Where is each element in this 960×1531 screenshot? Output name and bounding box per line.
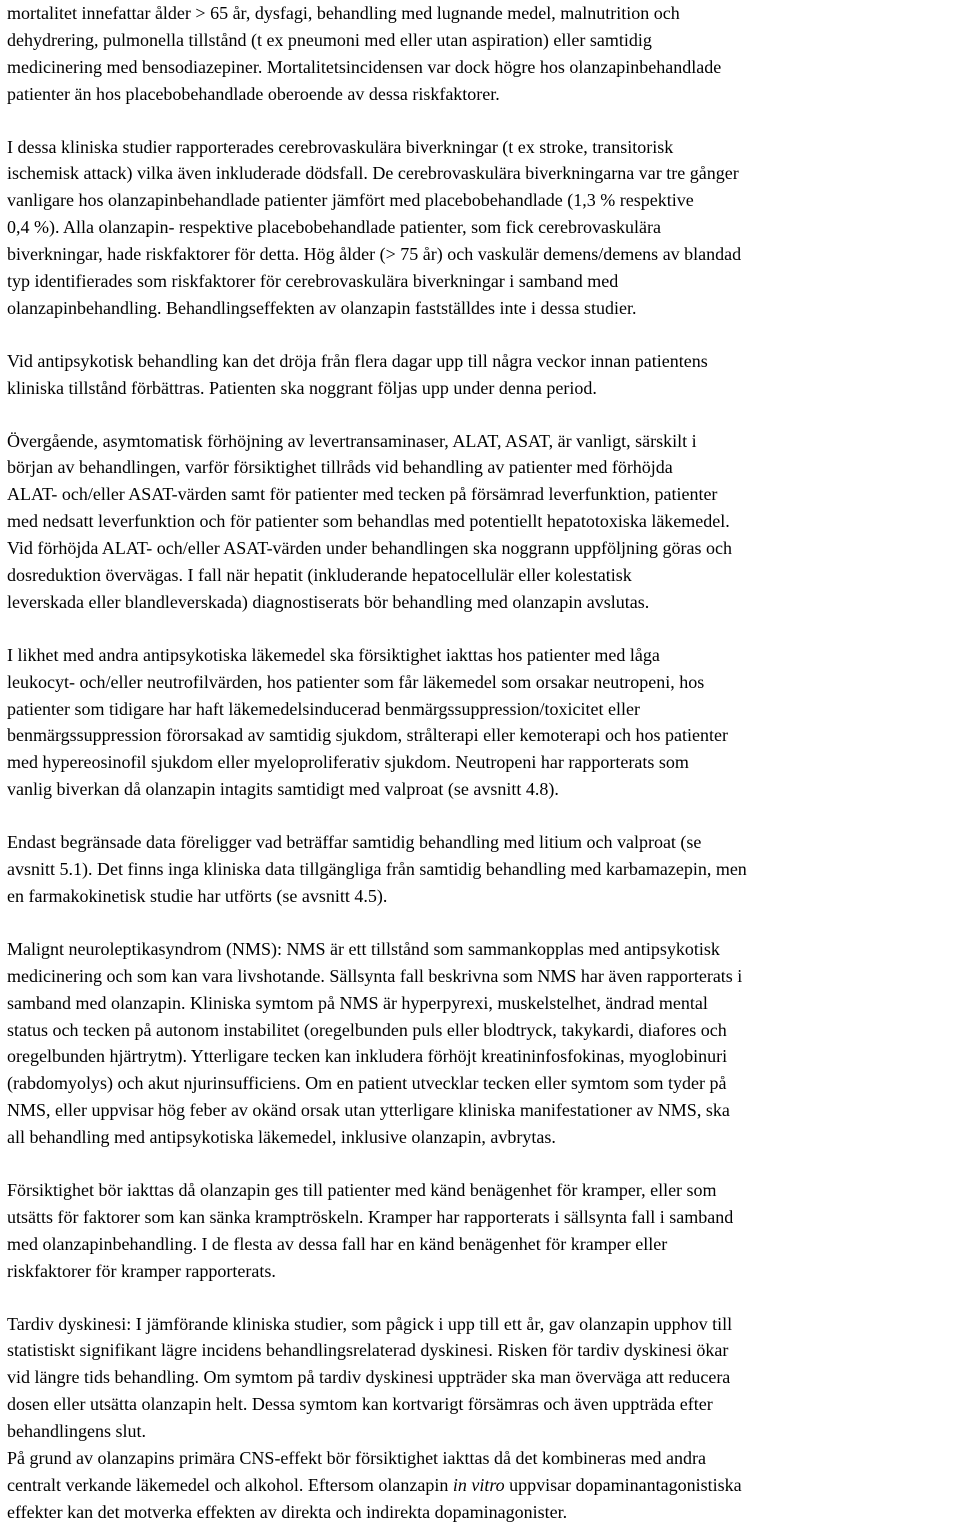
italic-text: in vitro bbox=[452, 1474, 505, 1495]
paragraph bbox=[7, 642, 954, 803]
text-line: medicinering och som kan vara livshotande. Sällsynta fall beskrivna som NMS har även rapporterats i bbox=[7, 965, 743, 986]
text-line: Tardiv dyskinesi: I jämförande kliniska studier, som pågick i upp till ett år, gav olanzapin upphov till bbox=[7, 1313, 733, 1334]
paragraph bbox=[7, 1311, 954, 1445]
text-line: utsätts för faktorer som kan sänka kramptröskeln. Kramper har rapporterats i sällsynta fall i samband bbox=[7, 1206, 734, 1227]
paragraph bbox=[7, 0, 954, 108]
text-line: med nedsatt leverfunktion och för patienter som behandlas med potentiellt hepatotoxiska läkemedel. bbox=[7, 511, 730, 532]
text-line: patienter som tidigare har haft läkemedelsinducerad benmärgssuppression/toxicitet eller bbox=[7, 698, 640, 719]
text-run: centralt verkande läkemedel och alkohol. Eftersom olanzapin bbox=[7, 1474, 453, 1495]
text-line: dosen eller utsätta olanzapin helt. Dessa symtom kan kortvarigt försämras och även uppträda efter bbox=[7, 1394, 713, 1415]
text-line: medicinering med bensodiazepiner. Mortalitetsincidensen var dock högre hos olanzapinbehandlade bbox=[7, 56, 722, 77]
text-line: benmärgssuppression förorsakad av samtidig sjukdom, strålterapi eller kemoterapi och hos patienter bbox=[7, 725, 728, 746]
paragraph bbox=[7, 134, 954, 322]
text-line bbox=[7, 1472, 954, 1499]
text-line: vid längre tids behandling. Om symtom på tardiv dyskinesi uppträder ska man överväga att reducera bbox=[7, 1367, 731, 1388]
text-line: status och tecken på autonom instabilitet (oregelbunden puls eller blodtryck, takykardi, diafores och bbox=[7, 1019, 727, 1040]
text-line: olanzapinbehandling. Behandlingseffekten av olanzapin fastställdes inte i dessa studier. bbox=[7, 297, 637, 318]
text-line: en farmakokinetisk studie har utförts (se avsnitt 4.5). bbox=[7, 885, 388, 906]
text-line: all behandling med antipsykotiska läkemedel, inklusive olanzapin, avbrytas. bbox=[7, 1127, 556, 1148]
paragraph bbox=[7, 428, 954, 616]
paragraph bbox=[7, 936, 954, 1151]
text-line: biverkningar, hade riskfaktorer för detta. Hög ålder (> 75 år) och vaskulär demens/demens av blandad bbox=[7, 244, 742, 265]
text-line: Malignt neuroleptikasyndrom (NMS): NMS är ett tillstånd som sammankopplas med antipsykotisk bbox=[7, 938, 720, 959]
text-line: dosreduktion övervägas. I fall när hepatit (inkluderande hepatocellulär eller kolestatisk bbox=[7, 565, 632, 586]
text-line: med hypereosinofil sjukdom eller myeloproliferativ sjukdom. Neutropeni har rapporterats som bbox=[7, 752, 689, 773]
text-line: riskfaktorer för kramper rapporterats. bbox=[7, 1260, 276, 1281]
text-line: behandlingens slut. bbox=[7, 1421, 146, 1442]
text-line: På grund av olanzapins primära CNS-effekt bör försiktighet iakttas då det kombineras med andra bbox=[7, 1447, 706, 1468]
text-line: Vid förhöjda ALAT- och/eller ASAT-värden under behandlingen ska noggrann uppföljning göras och bbox=[7, 538, 732, 559]
text-line: ALAT- och/eller ASAT-värden samt för patienter med tecken på försämrad leverfunktion, patienter bbox=[7, 484, 718, 505]
text-line: vanligare hos olanzapinbehandlade patienter jämfört med placebobehandlade (1,3 % respektive bbox=[7, 190, 694, 211]
text-line: patienter än hos placebobehandlade oberoende av dessa riskfaktorer. bbox=[7, 83, 500, 104]
text-line: ischemisk attack) vilka även inkluderade dödsfall. De cerebrovaskulära biverkningarna var tre gånger bbox=[7, 163, 739, 184]
text-line: Endast begränsade data föreligger vad beträffar samtidig behandling med litium och valproat (se bbox=[7, 832, 702, 853]
text-line: mortalitet innefattar ålder > 65 år, dysfagi, behandling med lugnande medel, malnutrition och bbox=[7, 3, 680, 23]
text-line: effekter kan det motverka effekten av direkta och indirekta dopaminagonister. bbox=[7, 1501, 568, 1522]
text-line: statistiskt signifikant lägre incidens behandlingsrelaterad dyskinesi. Risken för tardiv dyskinesi ökar bbox=[7, 1340, 729, 1361]
text-line: 0,4 %). Alla olanzapin- respektive placebobehandlade patienter, som fick cerebrovaskulära bbox=[7, 217, 662, 238]
text-line: med olanzapinbehandling. I de flesta av dessa fall har en känd benägenhet för kramper eller bbox=[7, 1233, 668, 1254]
text-line: Vid antipsykotisk behandling kan det dröja från flera dagar upp till några veckor innan patientens bbox=[7, 350, 708, 371]
text-line: Övergående, asymtomatisk förhöjning av levertransaminaser, ALAT, ASAT, är vanligt, särskilt i bbox=[7, 430, 697, 451]
text-line: Försiktighet bör iakttas då olanzapin ges till patienter med känd benägenhet för kramper, eller som bbox=[7, 1179, 717, 1200]
paragraph bbox=[7, 1445, 954, 1526]
text-line: samband med olanzapin. Kliniska symtom på NMS är hyperpyrexi, muskelstelhet, ändrad mental bbox=[7, 992, 708, 1013]
text-line: vanlig biverkan då olanzapin intagits samtidigt med valproat (se avsnitt 4.8). bbox=[7, 779, 559, 800]
paragraph bbox=[7, 1177, 954, 1285]
text-line: avsnitt 5.1). Det finns inga kliniska data tillgängliga från samtidig behandling med karbamazepin, men bbox=[7, 859, 747, 880]
text-run: uppvisar dopaminantagonistiska bbox=[504, 1474, 742, 1495]
text-line: (rabdomyolys) och akut njurinsufficiens. Om en patient utvecklar tecken eller symtom som tyder på bbox=[7, 1073, 727, 1094]
text-line: början av behandlingen, varför försiktighet tillråds vid behandling av patienter med förhöjda bbox=[7, 457, 673, 478]
paragraph bbox=[7, 829, 954, 910]
text-line: oregelbunden hjärtrytm). Ytterligare tecken kan inkludera förhöjt kreatininfosfokinas, myoglobinuri bbox=[7, 1046, 728, 1067]
text-line: I likhet med andra antipsykotiska läkemedel ska försiktighet iakttas hos patienter med låga bbox=[7, 644, 660, 665]
text-line: leverskada eller blandleverskada) diagnostiserats bör behandling med olanzapin avslutas. bbox=[7, 591, 650, 612]
text-line: typ identifierades som riskfaktorer för cerebrovaskulära biverkningar i samband med bbox=[7, 271, 619, 292]
paragraph bbox=[7, 348, 954, 402]
text-line: kliniska tillstånd förbättras. Patienten ska noggrant följas upp under denna period. bbox=[7, 377, 597, 398]
text-line: I dessa kliniska studier rapporterades cerebrovaskulära biverkningar (t ex stroke, transitorisk bbox=[7, 136, 674, 157]
text-line: NMS, eller uppvisar hög feber av okänd orsak utan ytterligare kliniska manifestationer av NMS, ska bbox=[7, 1100, 730, 1121]
text-line: dehydrering, pulmonella tillstånd (t ex pneumoni med eller utan aspiration) eller samtidig bbox=[7, 29, 652, 50]
text-line: leukocyt- och/eller neutrofilvärden, hos patienter som får läkemedel som orsakar neutropeni, hos bbox=[7, 671, 705, 692]
